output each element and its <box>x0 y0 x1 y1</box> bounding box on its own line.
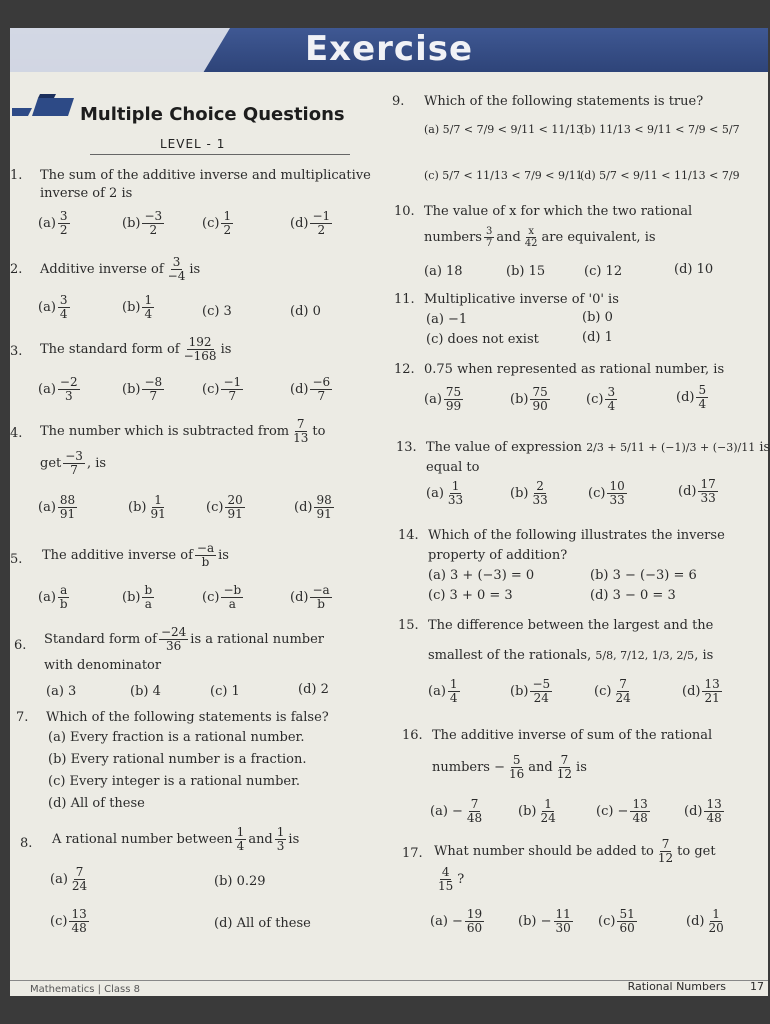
option-c[interactable]: (c) $\frac{51}{60}$ <box>598 907 635 935</box>
q-text: The additive inverse of sum of the rational <box>432 728 713 743</box>
option-a[interactable]: (a) $\frac{3}{2}$ <box>38 209 68 237</box>
option-d[interactable]: (d) $\frac{-6}{7}$ <box>290 375 331 403</box>
q-text: 0.75 when represented as rational number, is <box>424 362 725 377</box>
option-a[interactable]: (a) $\frac{a}{b}$ <box>38 583 68 611</box>
option-a[interactable]: (a) − $\frac{7}{48}$ <box>430 797 483 825</box>
q-text: Which of the following statements is true? <box>424 94 704 109</box>
option-d[interactable]: (d) 5/7 < 9/11 < 11/13 < 7/9 <box>580 169 740 182</box>
option-c[interactable]: (c) 12 <box>584 264 623 279</box>
option-a[interactable]: (a) 3 + (−3) = 0 <box>428 568 535 583</box>
q-number: 9. <box>392 94 405 109</box>
option-b[interactable]: (b) 0.29 <box>214 874 266 889</box>
option-d[interactable]: (d) $\frac{-1}{2}$ <box>290 209 331 237</box>
option-a[interactable]: (a) Every fraction is a rational number. <box>48 730 305 745</box>
q-number: 2. <box>10 262 23 277</box>
q-text: The value of expression 2/3 + 5/11 + (−1)/3 + (−3)/11 is <box>426 440 770 455</box>
q-text: get $\frac{-3}{7}$ , is <box>40 449 107 477</box>
option-a[interactable]: (a) $\frac{88}{91}$ <box>38 493 76 521</box>
option-b[interactable]: (b) $\frac{1}{91}$ <box>128 493 166 521</box>
q-text: numbers − $\frac{5}{16}$ and $\frac{7}{12}$ is <box>432 753 587 781</box>
option-b[interactable]: (b) $\frac{2}{33}$ <box>510 479 548 507</box>
q-number: 8. <box>20 836 33 851</box>
q-text: Multiplicative inverse of '0' is <box>424 292 619 307</box>
option-d[interactable]: (d) 0 <box>290 304 321 319</box>
option-c[interactable]: (c) $\frac{-b}{a}$ <box>202 583 242 611</box>
option-c[interactable]: (c) $\frac{7}{24}$ <box>594 677 631 705</box>
option-a[interactable]: (a) 18 <box>424 264 463 279</box>
option-c[interactable]: (c) − $\frac{13}{48}$ <box>596 797 648 825</box>
q-number: 3. <box>10 344 23 359</box>
q-text: inverse of 2 is <box>40 186 133 201</box>
level-divider <box>90 154 350 155</box>
option-b[interactable]: (b) 0 <box>582 310 613 325</box>
option-d[interactable]: (d) 10 <box>674 262 714 277</box>
option-a[interactable]: (a) $\frac{1}{33}$ <box>426 479 464 507</box>
q-text: The sum of the additive inverse and multiplicative <box>40 168 371 183</box>
q-number: 14. <box>398 528 419 543</box>
option-c[interactable]: (c) $\frac{3}{4}$ <box>586 385 616 413</box>
q-number: 12. <box>394 362 415 377</box>
option-c[interactable]: (c) $\frac{20}{91}$ <box>206 493 243 521</box>
q-text: smallest of the rationals, 5/8, 7/12, 1/3, 2/5, is <box>428 648 714 663</box>
q-text: property of addition? <box>428 548 568 563</box>
footer-subject: Mathematics | Class 8 <box>30 984 141 995</box>
option-c[interactable]: (c) does not exist <box>426 332 539 347</box>
option-c[interactable]: (c) $\frac{-1}{7}$ <box>202 375 242 403</box>
option-c[interactable]: (c) $\frac{13}{48}$ <box>50 907 87 935</box>
option-a[interactable]: (a) $\frac{1}{4}$ <box>428 677 458 705</box>
option-d[interactable]: (d) $\frac{98}{91}$ <box>294 493 332 521</box>
option-b[interactable]: (b) $\frac{1}{24}$ <box>518 797 556 825</box>
option-a[interactable]: (a) 5/7 < 7/9 < 9/11 < 11/13 <box>424 123 584 136</box>
option-a[interactable]: (a) −1 <box>426 312 468 327</box>
option-d[interactable]: (d) All of these <box>214 916 311 931</box>
option-b[interactable]: (b) 15 <box>506 264 546 279</box>
banner-title: Exercise <box>304 29 474 69</box>
option-b[interactable]: (b) 11/13 < 9/11 < 7/9 < 5/7 <box>580 123 740 136</box>
option-c[interactable]: (c) $\frac{1}{2}$ <box>202 209 232 237</box>
option-d[interactable]: (d) $\frac{13}{48}$ <box>684 797 722 825</box>
q-number: 17. <box>402 846 423 861</box>
section-logo-icon <box>12 94 74 118</box>
q-text: The value of x for which the two rational <box>424 204 693 219</box>
option-b[interactable]: (b) − $\frac{11}{30}$ <box>518 907 571 935</box>
q-number: 10. <box>394 204 415 219</box>
option-c[interactable]: (c) $\frac{10}{33}$ <box>588 479 625 507</box>
option-b[interactable]: (b) 4 <box>130 684 161 699</box>
q-text: The standard form of $\frac{192}{-168}$ is <box>40 335 232 363</box>
option-d[interactable]: (d) 2 <box>298 682 329 697</box>
option-d[interactable]: (d) $\frac{5}{4}$ <box>676 383 707 411</box>
q-text: Which of the following illustrates the inverse <box>428 528 725 543</box>
option-d[interactable]: (d) 3 − 0 = 3 <box>590 588 676 603</box>
option-b[interactable]: (b) $\frac{-5}{24}$ <box>510 677 551 705</box>
q-number: 13. <box>396 440 417 455</box>
option-b[interactable]: (b) $\frac{b}{a}$ <box>122 583 153 611</box>
option-c[interactable]: (c) 5/7 < 11/13 < 7/9 < 9/11 <box>424 169 583 182</box>
option-a[interactable]: (a) $\frac{75}{99}$ <box>424 385 462 413</box>
q-number: 16. <box>402 728 423 743</box>
q-text: The additive inverse of $\frac{-a}{b}$ is <box>42 541 229 569</box>
q-text: Additive inverse of $\frac{3}{-4}$ is <box>40 255 201 283</box>
footer-chapter: Rational Numbers <box>627 980 726 993</box>
q-text: A rational number between $\frac{1}{4}$ and $\frac{1}{3}$ is <box>52 825 300 853</box>
option-a[interactable]: (a) − $\frac{19}{60}$ <box>430 907 483 935</box>
option-a[interactable]: (a) $\frac{-2}{3}$ <box>38 375 78 403</box>
option-b[interactable]: (b) $\frac{-8}{7}$ <box>122 375 163 403</box>
q-text: equal to <box>426 460 480 475</box>
option-d[interactable]: (d) $\frac{-a}{b}$ <box>290 583 330 611</box>
q-number: 7. <box>16 710 29 725</box>
option-c[interactable]: (c) 1 <box>210 684 240 699</box>
option-d[interactable]: (d) 1 <box>582 330 613 345</box>
option-a[interactable]: (a) 3 <box>46 684 77 699</box>
option-d[interactable]: (d) $\frac{1}{20}$ <box>686 907 724 935</box>
textbook-page <box>10 28 768 996</box>
q-number: 4. <box>10 426 23 441</box>
q-number: 15. <box>398 618 419 633</box>
option-d[interactable]: (d) All of these <box>48 796 145 811</box>
q-text: The difference between the largest and the <box>428 618 714 633</box>
section-title: Multiple Choice Questions <box>80 104 345 125</box>
option-c[interactable]: (c) 3 <box>202 304 232 319</box>
q-number: 5. <box>10 552 23 567</box>
q-text: $\frac{4}{15}$ ? <box>438 865 465 893</box>
option-b[interactable]: (b) $\frac{75}{90}$ <box>510 385 548 413</box>
q-text: Standard form of $\frac{-24}{36}$ is a rational number <box>44 625 325 653</box>
option-b[interactable]: (b) $\frac{1}{4}$ <box>122 293 153 321</box>
q-text: numbers $\frac{3}{7}$ and $\frac{x}{42}$ are equivalent, is <box>424 226 656 249</box>
q-number: 6. <box>14 638 27 653</box>
q-text: The number which is subtracted from $\frac{7}{13}$ to <box>40 417 326 445</box>
option-c[interactable]: (c) 3 + 0 = 3 <box>428 588 513 603</box>
option-b[interactable]: (b) Every rational number is a fraction. <box>48 752 307 767</box>
option-a[interactable]: (a) $\frac{7}{24}$ <box>50 865 88 893</box>
option-c[interactable]: (c) Every integer is a rational number. <box>48 774 301 789</box>
option-d[interactable]: (d) $\frac{17}{33}$ <box>678 477 716 505</box>
q-number: 1. <box>10 168 23 183</box>
q-text: Which of the following statements is false? <box>46 710 329 725</box>
q-text: with denominator <box>44 658 162 673</box>
q-text: What number should be added to $\frac{7}{12}$ to get <box>434 837 716 865</box>
level-label: LEVEL - 1 <box>160 137 226 151</box>
option-a[interactable]: (a) $\frac{3}{4}$ <box>38 293 68 321</box>
q-number: 11. <box>394 292 415 307</box>
option-b[interactable]: (b) 3 − (−3) = 6 <box>590 568 697 583</box>
option-b[interactable]: (b) $\frac{-3}{2}$ <box>122 209 163 237</box>
page-number: 17 <box>750 980 764 993</box>
exercise-banner <box>10 28 768 72</box>
option-d[interactable]: (d) $\frac{13}{21}$ <box>682 677 720 705</box>
